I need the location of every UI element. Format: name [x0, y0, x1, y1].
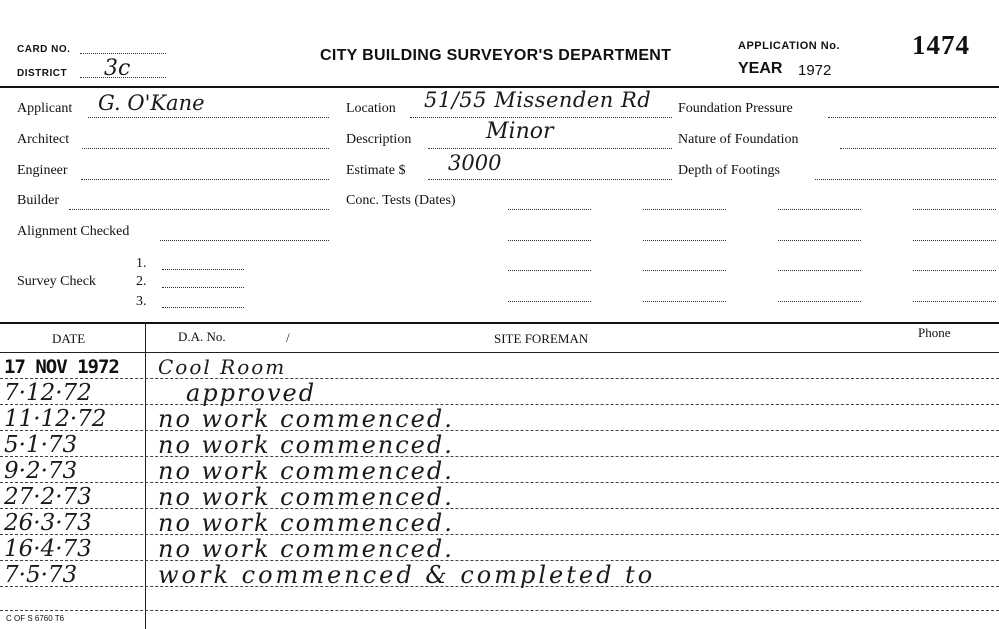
card-no-line — [80, 53, 166, 54]
table-header-rule — [0, 352, 999, 353]
nature-foundation-line — [840, 148, 996, 149]
location-line — [410, 117, 672, 118]
conc-test-line — [913, 209, 996, 210]
conc-test-line — [508, 240, 591, 241]
row-date: 11·12·72 — [4, 406, 107, 432]
applicant-label: Applicant — [17, 101, 73, 116]
survey-item-2: 2. — [136, 274, 147, 289]
date-header: DATE — [52, 331, 86, 346]
builder-line — [69, 209, 329, 210]
depth-footings-label: Depth of Footings — [678, 163, 780, 178]
engineer-label: Engineer — [17, 163, 68, 178]
location-label: Location — [346, 101, 396, 116]
survey-check-label: Survey Check — [17, 274, 96, 289]
table-row — [0, 458, 999, 484]
conc-test-line — [913, 301, 996, 302]
application-no-value: 1474 — [912, 30, 970, 60]
table-row — [0, 432, 999, 458]
survey-line-2 — [162, 287, 244, 288]
location-value: 51/55 Missenden Rd — [424, 88, 652, 112]
row-note: no work commenced. — [158, 535, 454, 563]
row-date: 7·12·72 — [4, 380, 92, 406]
da-slash: / — [286, 330, 290, 345]
row-note: no work commenced. — [158, 457, 454, 485]
phone-header: Phone — [918, 325, 951, 340]
applicant-line — [88, 117, 329, 118]
description-line — [428, 148, 672, 149]
conc-test-line — [778, 301, 861, 302]
survey-line-1 — [162, 269, 244, 270]
estimate-line — [428, 179, 672, 180]
year-label: YEAR — [738, 60, 783, 77]
site-foreman-header: SITE FOREMAN — [494, 331, 589, 346]
conc-test-line — [913, 240, 996, 241]
row-note: work commenced & completed to — [158, 561, 656, 589]
row-date: 17 NOV 1972 — [4, 356, 119, 378]
engineer-line — [81, 179, 329, 180]
conc-test-line — [913, 270, 996, 271]
row-note: no work commenced. — [158, 509, 454, 537]
district-value: 3c — [104, 56, 131, 81]
depth-footings-line — [815, 179, 996, 180]
description-label: Description — [346, 132, 412, 147]
district-label: DISTRICT — [17, 68, 68, 79]
estimate-value: 3000 — [448, 151, 502, 175]
applicant-value: G. O'Kane — [98, 91, 205, 115]
row-date: 16·4·73 — [4, 536, 92, 562]
conc-test-line — [778, 209, 861, 210]
row-note: no work commenced. — [158, 431, 454, 459]
row-date: 26·3·73 — [4, 510, 92, 536]
alignment-label: Alignment Checked — [17, 224, 130, 239]
row-rule — [0, 610, 999, 611]
survey-line-3 — [162, 307, 244, 308]
table-row — [0, 484, 999, 510]
table-row — [0, 510, 999, 536]
survey-item-1: 1. — [136, 256, 147, 271]
conc-test-line — [508, 209, 591, 210]
architect-line — [82, 148, 329, 149]
conc-test-line — [778, 240, 861, 241]
alignment-line — [160, 240, 329, 241]
table-row — [0, 406, 999, 432]
conc-test-line — [643, 270, 726, 271]
builder-label: Builder — [17, 193, 59, 208]
estimate-label: Estimate $ — [346, 163, 406, 178]
row-date: 5·1·73 — [4, 432, 78, 458]
conc-test-line — [508, 270, 591, 271]
application-no-label: APPLICATION No. — [738, 40, 841, 52]
description-value: Minor — [486, 119, 554, 144]
department-title: CITY BUILDING SURVEYOR'S DEPARTMENT — [320, 47, 672, 64]
foundation-pressure-label: Foundation Pressure — [678, 101, 793, 116]
row-date: 27·2·73 — [4, 484, 92, 510]
foundation-pressure-line — [828, 117, 996, 118]
table-row — [0, 562, 999, 588]
conc-test-line — [508, 301, 591, 302]
row-note: approved — [186, 379, 317, 407]
table-row — [0, 354, 999, 380]
card-no-label: CARD NO. — [17, 44, 71, 55]
conc-tests-label: Conc. Tests (Dates) — [346, 193, 456, 208]
table-row — [0, 536, 999, 562]
row-date: 7·5·73 — [4, 562, 78, 588]
row-note: no work commenced. — [158, 405, 454, 433]
conc-test-line — [643, 240, 726, 241]
architect-label: Architect — [17, 132, 70, 147]
row-note: no work commenced. — [158, 483, 454, 511]
year-value: 1972 — [798, 62, 832, 79]
table-row — [0, 380, 999, 406]
conc-test-line — [643, 209, 726, 210]
da-no-header: D.A. No. — [178, 329, 226, 344]
nature-foundation-label: Nature of Foundation — [678, 132, 799, 147]
conc-test-line — [778, 270, 861, 271]
survey-item-3: 3. — [136, 294, 147, 309]
row-date: 9·2·73 — [4, 458, 78, 484]
conc-test-line — [643, 301, 726, 302]
row-note: Cool Room — [158, 355, 287, 379]
table-top-rule — [0, 322, 999, 324]
form-code: C OF S 6760 T6 — [6, 614, 65, 623]
